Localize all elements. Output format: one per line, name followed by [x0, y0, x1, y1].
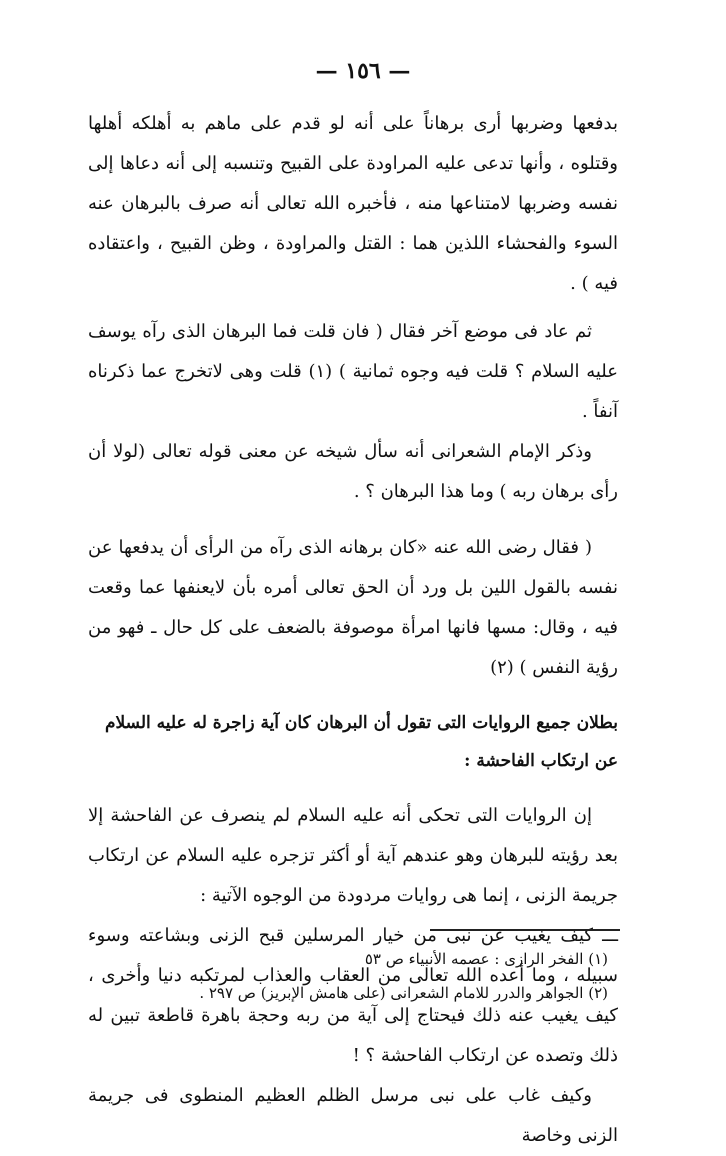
paragraph-2: ثم عاد فى موضع آخر فقال ( فان قلت فما البرهان الذى رآه يوسف عليه السلام ؟ قلت فيه وجوه ثمانية ) (١) قلت وهى لاتخرج عما ذكرناه آنفاً .: [88, 321, 619, 422]
page-number: — ١٥٦ —: [315, 58, 411, 84]
paragraph-1: بدفعها وضربها أرى برهاناً على أنه لو قدم على ماهم به أهلكه أهلها وقتلوه ، وأنها تدعى عليه المراودة على القبيح وتنسبه إلى أنه دعاها إلى نفسه وضربها لامتناعها منه ، فأخبره الله تعالى أنه صرف بالبرهان عنه السوء والفحشاء اللذين هما : القتل والمراودة ، وظن القبيح ، واعتقاده فيه ) .: [88, 113, 618, 294]
footnote-2: (٢) الجواهر والدرر للامام الشعرانى (على هامش الإبريز) ص ٢٩٧ .: [199, 984, 608, 1002]
paragraph-3: وذكر الإمام الشعرانى أنه سأل شيخه عن معنى قوله تعالى (لولا أن رأى برهان ربه ) وما هذا البرهان ؟ .: [88, 441, 618, 502]
paragraph-4: ( فقال رضى الله عنه «كان برهانه الذى رآه من الرأى أن يدفعها عن نفسه بالقول اللين بل ورد أن الحق تعالى أمره بأن لايعنفها عما وقعت فيه ، وقال: مسها فانها امرأة موصوفة بالضعف على كل حال ـ فهو من رؤية النفس ) (٢): [88, 537, 618, 678]
spacer: [88, 780, 618, 796]
paragraph-7: وكيف غاب على نبى مرسل الظلم العظيم المنطوى فى جريمة الزنى وخاصة: [88, 1085, 618, 1146]
paragraph-6: ـــ كيف يغيب عن نبى من خيار المرسلين قبح الزنى وبشاعته وسوء سبيله ، وما أعده الله تعالى من العقاب والعذاب لمرتكبه دنيا وأخرى ، كيف يغيب عنه ذلك فيحتاج إلى آية من ربه وحجة باهرة قاطعة تبين له ذلك وتصده عن ارتكاب الفاحشة ؟ !: [88, 925, 618, 1066]
section-heading: بطلان جميع الروايات التى تقول أن البرهان كان آية زاجرة له عليه السلام عن ارتكاب الفاحشة :: [105, 713, 618, 771]
spacer: [88, 304, 618, 312]
spacer: [88, 688, 618, 704]
footnote-1: (١) الفخر الرازى : عصمه الأنبياء ص ٥٣: [364, 950, 608, 968]
paragraph-5: إن الروايات التى تحكى أنه عليه السلام لم ينصرف عن الفاحشة إلا بعد رؤيته للبرهان وهو عندهم آية أو أكثر تزجره عليه السلام عن ارتكاب جريمة الزنى ، إنما هى روايات مردودة من الوجوه الآتية :: [88, 805, 618, 906]
footnotes: [88, 942, 608, 1010]
spacer: [88, 512, 618, 528]
footnote-divider: [430, 929, 620, 931]
